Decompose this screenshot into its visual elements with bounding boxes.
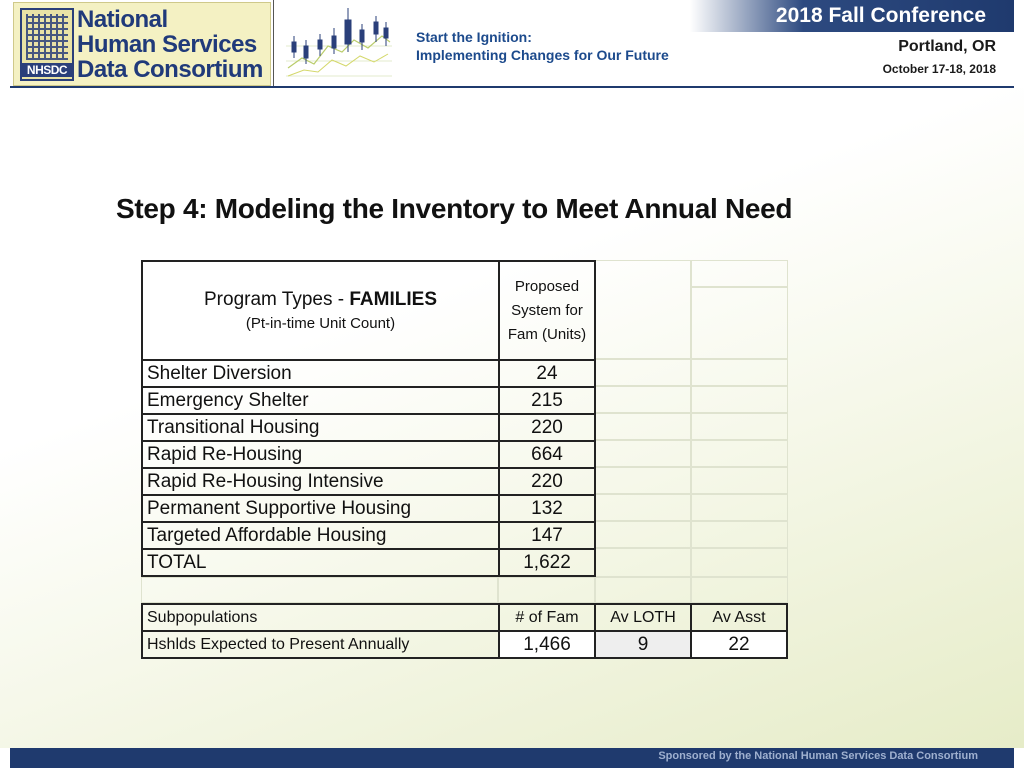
table-row-value: 664 (498, 440, 596, 469)
table-row-label: Targeted Affordable Housing (141, 521, 500, 550)
ghost-cell (595, 359, 691, 386)
subpop-header-loth: Av LOTH (594, 603, 692, 632)
proposed-line-1: Proposed (514, 277, 580, 295)
program-types-header (141, 260, 500, 361)
logo-abbr: NHSDC (22, 63, 72, 77)
ghost-cell (691, 359, 788, 386)
header-families: FAMILIES (349, 289, 437, 310)
candlestick-graph-icon (284, 6, 394, 82)
footer-sponsor-text: Sponsored by the National Human Services Data Consortium (658, 750, 978, 762)
header-prefix: Program Types - (204, 289, 350, 310)
header-subtitle: (Pt-in-time Unit Count) (245, 315, 396, 332)
conference-location: Portland, OR (898, 38, 996, 55)
table-row-value: 147 (498, 521, 596, 550)
subpop-row-label: Hshlds Expected to Present Annually (141, 630, 500, 659)
ghost-cell (691, 494, 788, 521)
ghost-cell (595, 494, 691, 521)
ghost-cell (691, 467, 788, 494)
ghost-cell (595, 440, 691, 467)
ghost-cell (691, 287, 788, 359)
footer-bar (10, 748, 1014, 768)
conference-dates: October 17-18, 2018 (882, 62, 996, 76)
proposed-system-header (498, 260, 596, 361)
ghost-cell (691, 548, 788, 577)
ghost-cell (691, 440, 788, 467)
table-row-value: 220 (498, 467, 596, 496)
total-label: TOTAL (141, 548, 500, 577)
ghost-cell (595, 413, 691, 440)
header-rule (10, 86, 1014, 88)
header-divider (273, 0, 274, 86)
subpop-row-asst: 22 (690, 630, 788, 659)
subpop-row-families: 1,466 (498, 630, 596, 659)
table-row-label: Permanent Supportive Housing (141, 494, 500, 523)
table-row-value: 220 (498, 413, 596, 442)
table-row-label: Transitional Housing (141, 413, 500, 442)
subpop-header-asst: Av Asst (690, 603, 788, 632)
org-logo (13, 2, 271, 86)
org-name (77, 7, 269, 82)
conference-band (690, 0, 1014, 32)
conference-tagline (416, 28, 669, 64)
ghost-cell (691, 386, 788, 413)
ghost-cell (595, 521, 691, 548)
proposed-line-2: System for (511, 301, 583, 319)
table-row-label: Emergency Shelter (141, 386, 500, 415)
table-row-value: 215 (498, 386, 596, 415)
org-name-line-3: Data Consortium (77, 56, 263, 83)
slide-title: Step 4: Modeling the Inventory to Meet Annual Need (116, 193, 793, 224)
ghost-cell (691, 521, 788, 548)
ghost-cell (691, 577, 788, 603)
total-value: 1,622 (498, 548, 596, 577)
logo-mark-icon (20, 8, 74, 81)
ghost-cell (691, 413, 788, 440)
ghost-cell (498, 577, 595, 603)
subpop-header-label: Subpopulations (141, 603, 500, 632)
ghost-cell (595, 260, 691, 359)
ghost-cell (595, 548, 691, 577)
ghost-cell (691, 260, 788, 287)
table-row-label: Rapid Re-Housing (141, 440, 500, 469)
org-name-line-1: National (77, 6, 168, 33)
ghost-cell (595, 577, 691, 603)
ghost-cell (595, 386, 691, 413)
tagline-title: Start the Ignition: (416, 29, 532, 45)
conference-title: 2018 Fall Conference (775, 4, 986, 27)
org-name-line-2: Human Services (77, 31, 257, 58)
subpop-header-families: # of Fam (498, 603, 596, 632)
table-row-label: Shelter Diversion (141, 359, 500, 388)
table-row-value: 132 (498, 494, 596, 523)
tagline-subtitle: Implementing Changes for Our Future (416, 47, 669, 63)
header-banner (0, 0, 1024, 88)
proposed-line-3: Fam (Units) (507, 325, 587, 343)
table-row-label: Rapid Re-Housing Intensive (141, 467, 500, 496)
ghost-cell (595, 467, 691, 494)
ghost-cell (141, 577, 498, 603)
subpop-row-loth: 9 (594, 630, 692, 659)
table-row-value: 24 (498, 359, 596, 388)
